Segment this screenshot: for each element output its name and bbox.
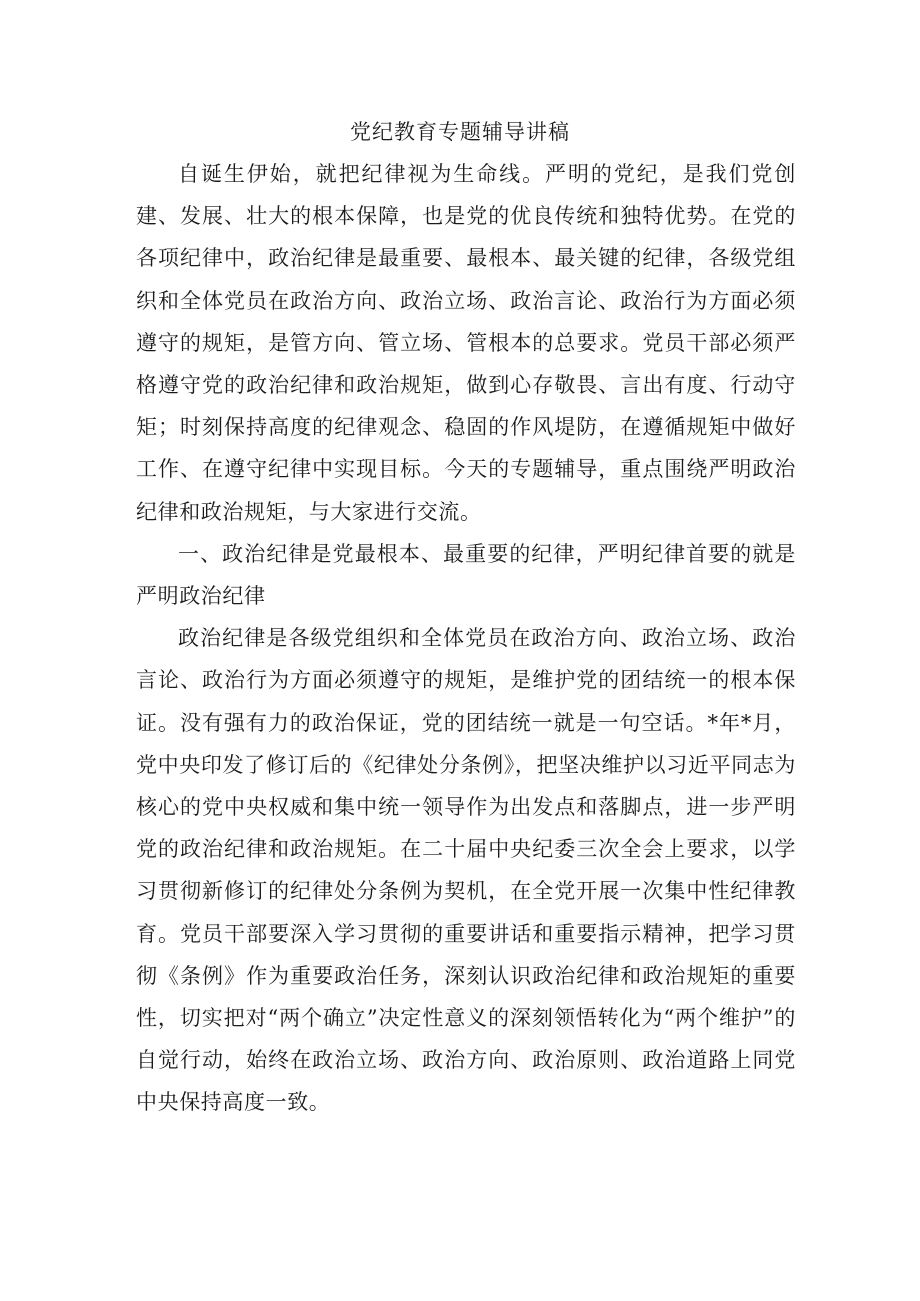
- paragraph-intro: 自诞生伊始，就把纪律视为生命线。严明的党纪，是我们党创建、发展、壮大的根本保障，也是党的优良传统和独特优势。在党的各项纪律中，政治纪律是最重要、最根本、最关键的纪律，各级党组织和全体党员在政治方向、政治立场、政治言论、政治行为方面必须遵守的规矩，是管方向、管立场、管根本的总要求。党员干部必须严格遵守党的政治纪律和政治规矩，做到心存敬畏、言出有度、行动守矩；时刻保持高度的纪律观念、稳固的作风堤防，在遵循规矩中做好工作、在遵守纪律中实现目标。今天的专题辅导，重点围绕严明政治纪律和政治规矩，与大家进行交流。: [136, 162, 796, 524]
- section-heading-1: 一、政治纪律是党最根本、最重要的纪律，严明纪律首要的就是严明政治纪律: [136, 541, 796, 609]
- document-title: 党纪教育专题辅导讲稿: [350, 120, 570, 144]
- document-body: [136, 153, 796, 1124]
- paragraph-political-discipline: 政治纪律是各级党组织和全体党员在政治方向、政治立场、政治言论、政治行为方面必须遵守的规矩，是维护党的团结统一的根本保证。没有强有力的政治保证，党的团结统一就是一句空话。*年*月，党中央印发了修订后的《纪律处分条例》，把坚决维护以习近平同志为核心的党中央权威和集中统一领导作为出发点和落脚点，进一步严明党的政治纪律和政治规矩。在二十届中央纪委三次全会上要求，以学习贯彻新修订的纪律处分条例为契机，在全党开展一次集中性纪律教育。党员干部要深入学习贯彻的重要讲话和重要指示精神，把学习贯彻《条例》作为重要政治任务，深刻认识政治纪律和政治规矩的重要性，切实把对“两个确立”决定性意义的深刻领悟转化为“两个维护”的自觉行动，始终在政治立场、政治方向、政治原则、政治道路上同党中央保持高度一致。: [136, 626, 796, 1115]
